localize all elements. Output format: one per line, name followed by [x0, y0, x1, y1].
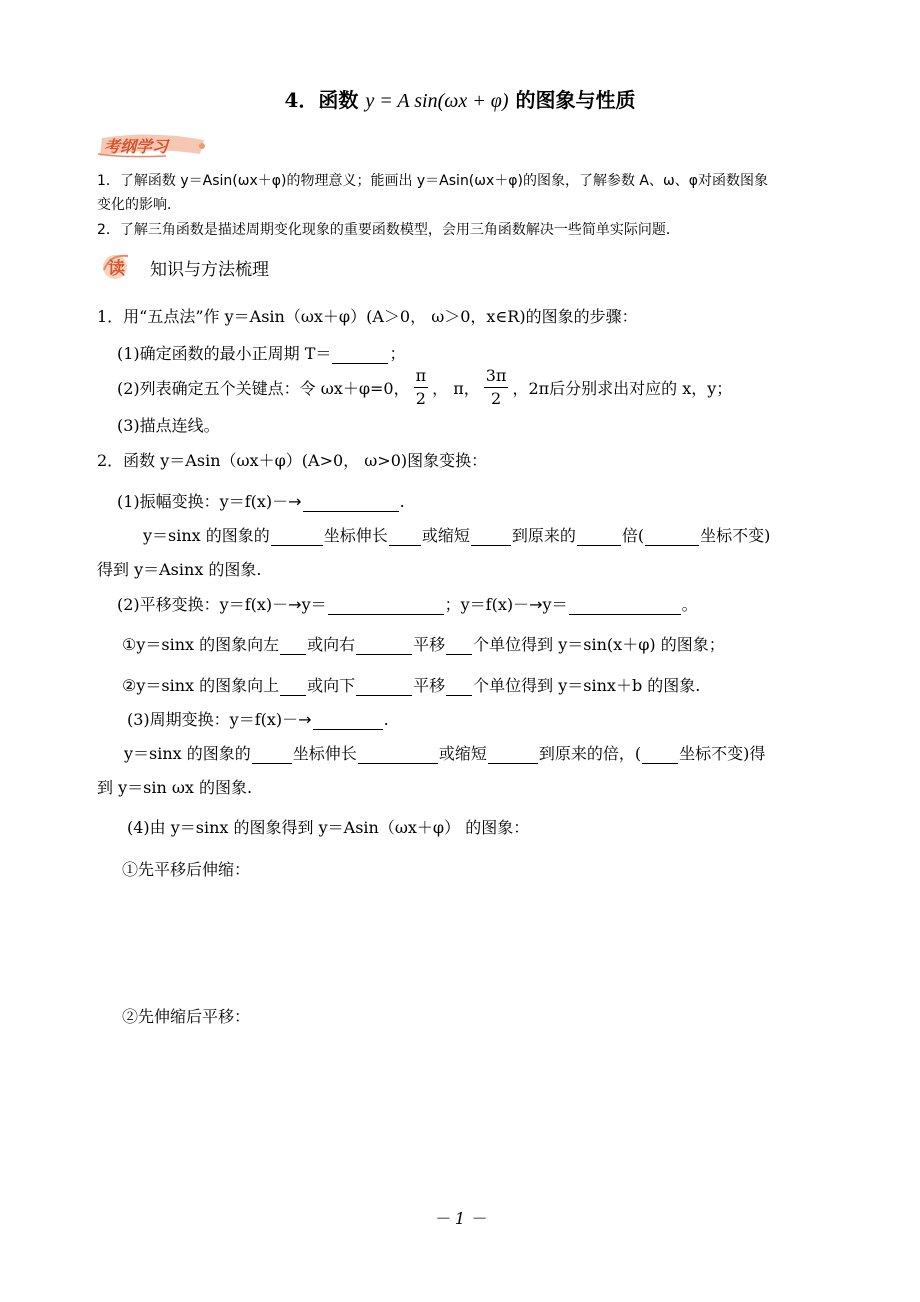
- amplitude-line: [117, 489, 405, 512]
- per-text-e: 坐标不变)得: [679, 744, 766, 763]
- arrow-icon: －→: [513, 595, 543, 614]
- blank-shift-1: [328, 596, 444, 615]
- page-number: － 1 －: [433, 1209, 487, 1228]
- blank-period: [332, 345, 388, 364]
- amp-dot: .: [399, 492, 405, 511]
- combined-heading: (4)由 y＝sinx 的图象得到 y＝Asin（ωx＋φ） 的图象：: [127, 818, 530, 837]
- per-text-c: 或缩短: [438, 744, 487, 763]
- badge-text-exam: 考纲学习: [104, 137, 169, 156]
- badge-text-read: 读: [108, 259, 125, 279]
- frac2-numerator: 3π: [484, 368, 509, 388]
- read-icon: [100, 250, 134, 284]
- amp-text-f: 坐标不变): [700, 526, 771, 545]
- amp-text-e: 倍(: [621, 526, 645, 545]
- title-prefix: 4．函数: [284, 88, 366, 112]
- title-suffix: 的图象与性质: [508, 88, 636, 112]
- objective-line-1: 1．了解函数 y＝Asin(ωx＋φ)的物理意义；能画出 y＝Asin(ωx＋φ)的图象，了解参数 A、ω、φ对函数图象: [97, 173, 768, 189]
- step1-text: (1)确定函数的最小正周期 T＝: [117, 344, 332, 363]
- page-title: [0, 84, 920, 113]
- amp-text-d: 到原来的: [511, 526, 576, 545]
- ud-text-d: 个单位得到 y＝sinx＋b 的图象.: [473, 676, 701, 695]
- shift-label: (2)平移变换：y＝f(x): [117, 595, 273, 614]
- shift-left-right: [122, 632, 725, 655]
- blank-right: [356, 636, 412, 655]
- frac2-denominator: 2: [491, 388, 502, 408]
- lr-text-b: 或向右: [307, 635, 356, 654]
- per-label: (3)周期变换：y＝f(x): [127, 710, 283, 729]
- step1-end: ；: [389, 344, 406, 363]
- blank-amp-coord: [271, 527, 323, 546]
- shift-y-2: y＝: [542, 595, 568, 614]
- frac1-numerator: π: [414, 368, 429, 388]
- lr-text-d: 个单位得到 y＝sin(x＋φ) 的图象；: [473, 635, 725, 654]
- fraction-3pi-over-2: [484, 365, 509, 408]
- blank-per-coord: [252, 745, 292, 764]
- amp-text-b: 坐标伸长: [323, 526, 388, 545]
- amp-text-a: y＝sinx 的图象的: [143, 526, 270, 545]
- blank-up: [280, 677, 306, 696]
- shift-up-down: [122, 673, 700, 696]
- blank-lr-units: [446, 636, 472, 655]
- amp-text-c: 或缩短: [421, 526, 470, 545]
- shift-end: 。: [681, 595, 698, 614]
- blank-down: [356, 677, 412, 696]
- lr-text-a: ①y＝sinx 的图象向左: [122, 635, 280, 654]
- blank-amp-fixed: [645, 527, 699, 546]
- fraction-pi-over-2: [414, 365, 429, 408]
- per-text-d: 到原来的倍，(: [538, 744, 642, 763]
- method-scale-then-translate: ②先伸缩后平移：: [122, 1007, 251, 1026]
- amplitude-desc-line1: [143, 523, 770, 546]
- shift-y: y＝: [301, 595, 327, 614]
- blank-ud-units: [446, 677, 472, 696]
- step2-text-a: (2)列表确定五个关键点：令 ωx＋φ=0，: [117, 378, 410, 398]
- blank-amp-times: [577, 527, 621, 546]
- arrow-icon: －→: [272, 492, 302, 511]
- blank-period-result: [313, 711, 383, 730]
- part1-step2: [117, 365, 732, 409]
- part1-heading: 1．用“五点法”作 y＝Asin（ωx＋φ）(A＞0， ω＞0，x∈R)的图象的步骤：: [97, 307, 638, 326]
- objective-line-3: 2．了解三角函数是描述周期变化现象的重要函数模型，会用三角函数解决一些简单实际问题．: [97, 222, 680, 238]
- step2-text-c: ，2π后分别求出对应的 x，y；: [512, 378, 733, 398]
- blank-per-fixed: [642, 745, 678, 764]
- read-badge-graphic: [100, 250, 134, 284]
- blank-per-stretch: [358, 745, 438, 764]
- period-line: [127, 707, 389, 730]
- arrow-icon: －→: [282, 710, 312, 729]
- method-translate-then-scale: ①先平移后伸缩：: [122, 860, 251, 879]
- part1-step3: (3)描点连线。: [117, 416, 220, 435]
- title-formula: y = A sin(ωx + φ): [365, 90, 509, 112]
- blank-amp-shrink: [471, 527, 511, 546]
- section-title: 知识与方法梳理: [150, 260, 269, 280]
- arrow-icon: －→: [272, 595, 302, 614]
- blank-shift-2: [569, 596, 681, 615]
- part2-heading: 2．函数 y＝Asin（ωx＋φ）(A>0， ω>0)图象变换：: [97, 451, 488, 470]
- blank-amp-stretch: [389, 527, 421, 546]
- amp-label: (1)振幅变换：y＝f(x): [117, 492, 273, 511]
- ud-text-c: 平移: [413, 676, 446, 695]
- step2-text-b: ， π，: [432, 378, 480, 398]
- period-desc-line1: [124, 741, 765, 764]
- shift-label-2: y＝f(x): [460, 595, 514, 614]
- objective-line-2: 变化的影响．: [97, 197, 181, 213]
- frac1-denominator: 2: [415, 388, 426, 408]
- ud-text-a: ②y＝sinx 的图象向上: [122, 676, 280, 695]
- exam-outline-badge: [96, 132, 212, 160]
- per-dot: .: [383, 710, 389, 729]
- per-text-a: y＝sinx 的图象的: [124, 744, 251, 763]
- amplitude-desc-line2: 得到 y＝Asinx 的图象.: [97, 560, 262, 579]
- blank-per-shrink: [488, 745, 538, 764]
- lr-text-c: 平移: [413, 635, 446, 654]
- shift-semicolon: ；: [444, 595, 461, 614]
- per-text-b: 坐标伸长: [292, 744, 357, 763]
- ud-text-b: 或向下: [307, 676, 356, 695]
- shift-line: [117, 592, 698, 615]
- period-desc-line2: 到 y＝sin ωx 的图象.: [97, 778, 253, 797]
- part1-step1: [117, 341, 405, 364]
- ribbon-graphic: [96, 132, 212, 160]
- blank-left: [280, 636, 306, 655]
- blank-amp: [303, 493, 399, 512]
